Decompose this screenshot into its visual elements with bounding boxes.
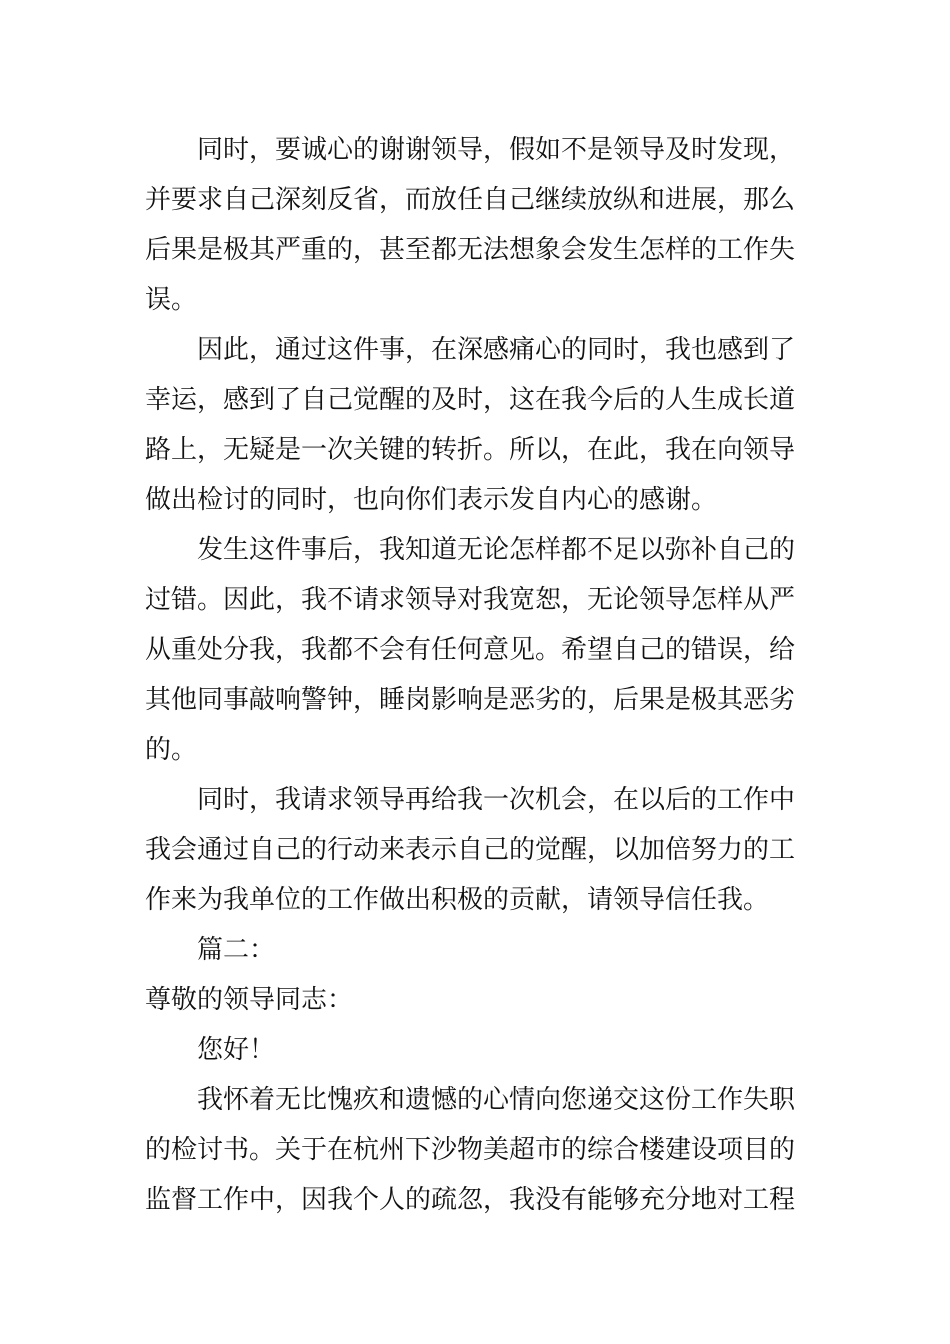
text-line: 我怀着无比愧疚和遗憾的心情向您递交这份工作失职: [197, 1085, 796, 1115]
text-line: 因此，通过这件事，在深感痛心的同时，我也感到了: [197, 335, 796, 365]
text-line: 的检讨书。关于在杭州下沙物美超市的综合楼建设项目的: [145, 1135, 796, 1165]
text-line: 后果是极其严重的，甚至都无法想象会发生怎样的工作失: [145, 235, 796, 265]
section-heading: 篇二：: [197, 935, 276, 965]
text-line: 我会通过自己的行动来表示自己的觉醒，以加倍努力的工: [145, 835, 796, 865]
text-line: 同时，要诚心的谢谢领导，假如不是领导及时发现，: [197, 135, 796, 165]
text-line: 其他同事敲响警钟，睡岗影响是恶劣的，后果是极其恶劣: [145, 685, 796, 715]
text-line: 发生这件事后，我知道无论怎样都不足以弥补自己的: [197, 535, 796, 565]
text-line: 并要求自己深刻反省，而放任自己继续放纵和进展，那么: [145, 185, 796, 215]
text-line: 从重处分我，我都不会有任何意见。希望自己的错误，给: [145, 635, 796, 665]
text-line: 监督工作中，因我个人的疏忽，我没有能够充分地对工程: [145, 1185, 796, 1215]
salutation: 尊敬的领导同志：: [145, 985, 354, 1015]
text-line: 误。: [145, 285, 198, 315]
text-line: 同时，我请求领导再给我一次机会，在以后的工作中: [197, 785, 796, 815]
text-line: 幸运，感到了自己觉醒的及时，这在我今后的人生成长道: [145, 385, 796, 415]
text-line: 过错。因此，我不请求领导对我宽恕，无论领导怎样从严: [145, 585, 796, 615]
document-body: [145, 125, 805, 1225]
greeting: 您好！: [197, 1035, 276, 1065]
text-line: 路上，无疑是一次关键的转折。所以，在此，我在向领导: [145, 435, 796, 465]
text-line: 作来为我单位的工作做出积极的贡献，请领导信任我。: [145, 885, 770, 915]
text-line: 做出检讨的同时，也向你们表示发自内心的感谢。: [145, 485, 718, 515]
text-line: 的。: [145, 735, 198, 765]
